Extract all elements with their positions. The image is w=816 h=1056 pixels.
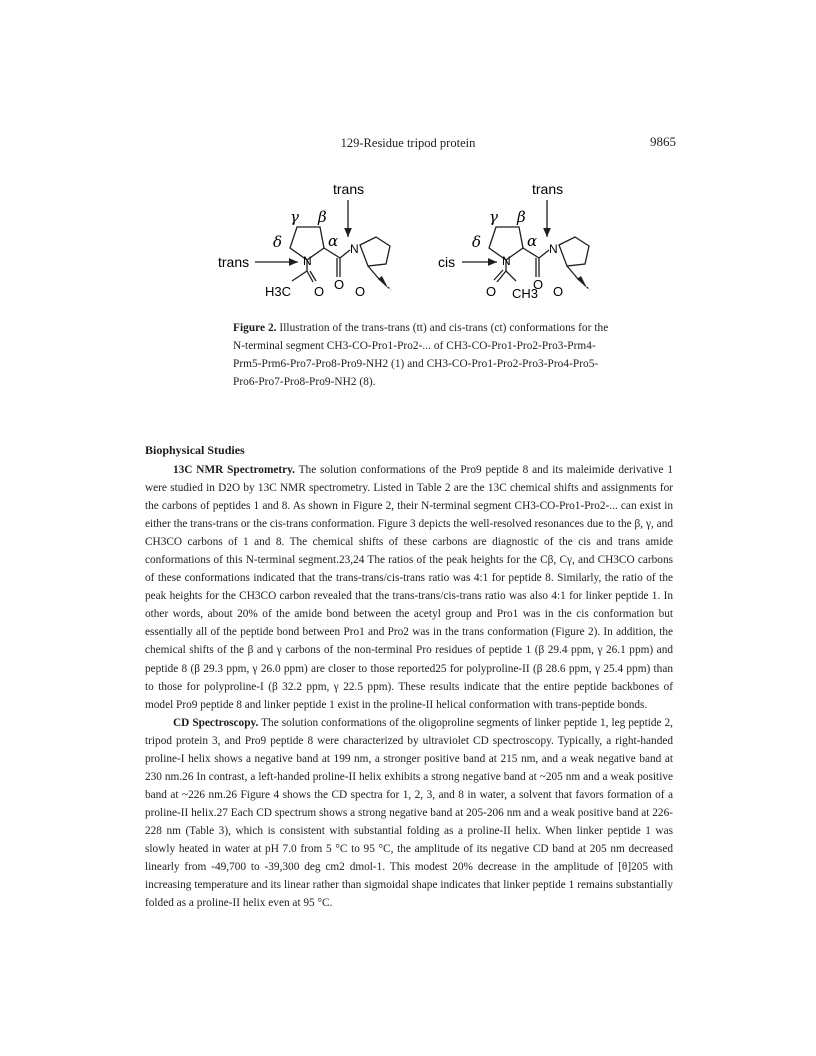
runin-heading-cd: CD Spectroscopy. <box>173 716 259 729</box>
n1-right: N <box>502 254 511 268</box>
running-header-title: 129-Residue tripod protein <box>340 136 476 150</box>
beta-right: β <box>517 208 526 226</box>
n2-left: N <box>350 242 359 256</box>
ch3-right: CH3 <box>512 286 539 301</box>
paragraph-text-cd: The solution conformations of the oligoproline segments of linker peptide 1, leg peptide 2, tripod protein 3, and Pro9 peptide 8 were characterized by ultraviolet CD spectroscopy. Typically, a right-handed proline-I helix shows a negative band at 199 nm, a stronger positive band at 215 nm, and a weak negative band at 230 nm.26 In contrast, a left-handed proline-II helix exhibits a strong negative band at ~205 nm and a weak positive band at ~226 nm.26 Figure 4 shows the CD spectra for 1, 2, 3, and 8 in water, a solvent that favors formation of a proline-II helix.27 Each CD spectrum shows a strong negative band at 205-206 nm and a weak positive band at 226-228 nm (Table 3), which is consistent with substantial folding as a proline-II helix. When linker peptide 1 was slowly heated in water at pH 7.0 from 5 °C to 95 °C, the amplitude of its negative CD band at 205 nm decreased linearly from -49,700 to -39,300 deg cm2 dmol-1. This modest 20% decrease in the amplitude of [θ]205 with increasing temperature and its linear rather than sigmoidal shape indicates that linker peptide 1 remains substantially folded as a proline-II helix even at 95 °C. <box>145 716 673 910</box>
top-label-right: trans <box>532 181 564 197</box>
alpha-right: α <box>527 232 538 250</box>
n2-right: N <box>549 242 558 256</box>
o2-left: O <box>334 277 345 292</box>
paragraph-text-nmr: The solution conformations of the Pro9 peptide 8 and its maleimide derivative 1 were studied in D2O by 13C NMR spectrometry. Listed in Table 2 are the 13C chemical shifts and assignments for the carbons of peptides 1 and 8. As shown in Figure 2, their N-terminal segment CH3-CO-Pro1-Pro2-... can exist in either the trans-trans or the cis-trans conformation. Figure 3 depicts the well-resolved resonances due to the β, γ, and CH3CO carbons of 1 and 8. The chemical shifts of these carbons are diagnostic of the cis and trans amide conformations of this N-terminal segment.23,24 The ratios of the peak heights for the Cβ, Cγ, and CH3CO carbons of these conformations indicated that the trans-trans/cis-trans ratio was 4:1 for peptide 8. Similarly, the ratio of the peak heights for the CH3CO carbon revealed that the trans-trans/cis-trans ratio was also 4:1 for linker peptide 1. In other words, about 20% of the amide bond between the acetyl group and Pro1 was in the cis conformation but essentially all of the peptide bond between Pro1 and Pro2 was in the trans conformation (Figure 2). In addition, the chemical shifts of the β and γ carbons of the non-terminal Pro residues of peptide 1 (β 29.4 ppm, γ 26.1 ppm) and peptide 8 (β 29.3 ppm, γ 26.0 ppm) are closer to those reported25 for polyproline-II (β 28.6 ppm, γ 25.4 ppm) than to those for polyproline-I (β 32.2 ppm, γ 22.5 ppm). These results indicate that the entire peptide backbones of model Pro9 peptide 8 and linker peptide 1 exist in the proline-II helical conformation with trans-peptide bonds. <box>145 464 674 711</box>
n1-left: N <box>303 254 312 268</box>
wedge-bond-left <box>378 276 388 288</box>
page-number: 9865 <box>650 134 676 149</box>
o1-left: O <box>314 284 325 299</box>
gamma-right: γ <box>489 208 498 226</box>
runin-heading-nmr: 13C NMR Spectrometry. <box>173 464 295 476</box>
delta-left: δ <box>273 233 283 251</box>
o1-right: O <box>486 284 497 299</box>
figure-2-structures <box>200 180 620 305</box>
paragraph-nmr <box>145 461 673 714</box>
o3-right: O <box>553 284 564 299</box>
body-text <box>145 461 673 912</box>
wedge-bond-right <box>577 276 587 288</box>
delta-right: δ <box>472 233 482 251</box>
caption-text: Illustration of the trans-trans (tt) and cis-trans (ct) conformations for the N-terminal segment CH3-CO-Pro1-Pro2-... of CH3-CO-Pro1-Pro2-Pro3-Prm4-Prm5-Prm6-Pro7-Pro8-Pro9-NH2 (1) and CH3-CO-Pro1-Pro2-Pro3-Pro4-Pro5-Pro6-Pro7-Pro8-Pro9-NH2 (8). <box>233 322 609 388</box>
section-heading: Biophysical Studies <box>145 443 245 457</box>
side-label-right: cis <box>438 254 456 270</box>
h3c-left: H3C <box>265 284 292 299</box>
paragraph-cd <box>145 714 673 913</box>
beta-left: β <box>318 208 327 226</box>
top-label-left: trans <box>333 181 365 197</box>
side-label-left: trans <box>218 254 250 270</box>
alpha-left: α <box>328 232 339 250</box>
figure-2-caption <box>233 319 613 391</box>
cis-trans-structure <box>462 200 590 290</box>
o3-left: O <box>355 284 366 299</box>
gamma-left: γ <box>290 208 299 226</box>
figure-label: Figure 2. <box>233 322 277 334</box>
o2-right: O <box>533 277 544 292</box>
